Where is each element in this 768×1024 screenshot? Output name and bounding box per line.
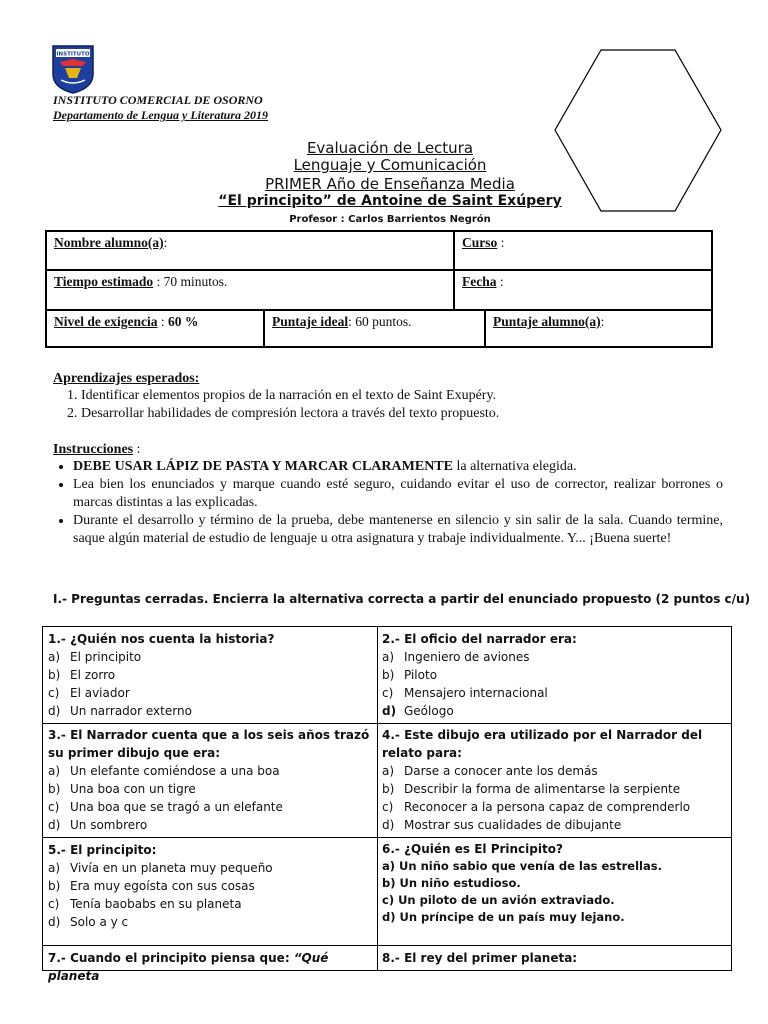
- option-b[interactable]: [48, 666, 372, 684]
- title-line-1: Evaluación de Lectura: [306, 139, 474, 157]
- puntaje-ideal-value: 60 puntos.: [355, 314, 412, 329]
- question-6: [377, 839, 733, 928]
- puntaje-alumno-label: Puntaje alumno(a): [493, 314, 601, 329]
- option-key: c): [382, 800, 394, 814]
- option-key: b): [48, 879, 61, 893]
- option-text: Un niño sabio que venía de las estrellas.: [399, 859, 662, 873]
- tiempo-value: 70 minutos.: [163, 274, 228, 289]
- question-2: [377, 628, 733, 722]
- logo-text: INSTITUTO: [56, 51, 90, 58]
- info-row-1: [47, 232, 711, 271]
- option-b[interactable]: [382, 875, 728, 892]
- option-text: Un sombrero: [70, 818, 148, 832]
- grid-divider: [43, 945, 731, 946]
- tiempo-label: Tiempo estimado: [54, 274, 154, 289]
- info-row-2: [47, 271, 711, 311]
- option-c[interactable]: [48, 684, 372, 702]
- option-text: Describir la forma de alimentarse la serpiente: [404, 782, 681, 796]
- option-a[interactable]: [48, 648, 372, 666]
- option-text: Una boa con un tigre: [70, 782, 196, 796]
- option-key: c): [48, 800, 60, 814]
- option-c[interactable]: [382, 892, 728, 909]
- option-d[interactable]: [48, 913, 372, 931]
- curso-label: Curso: [462, 235, 498, 250]
- curso-cell[interactable]: [453, 232, 711, 269]
- option-key: d): [48, 818, 61, 832]
- option-key: d): [382, 818, 395, 832]
- option-a[interactable]: [48, 859, 372, 877]
- question-text: 3.- El Narrador cuenta que a los seis años trazó su primer dibujo que era:: [48, 728, 370, 760]
- option-d[interactable]: [382, 702, 728, 720]
- title-line-2: Lenguaje y Comunicación: [293, 156, 487, 174]
- option-text: Piloto: [404, 668, 438, 682]
- instrucciones-title: Instrucciones: [53, 442, 134, 457]
- question-4: [377, 724, 733, 836]
- option-text: Darse a conocer ante los demás: [404, 764, 598, 778]
- option-c[interactable]: [382, 798, 728, 816]
- option-c[interactable]: [48, 798, 372, 816]
- option-key: c): [382, 893, 395, 907]
- option-text: Reconocer a la persona capaz de comprenderlo: [404, 800, 691, 814]
- option-key: b): [382, 876, 396, 890]
- question-text: 6.- ¿Quién es El Principito?: [382, 842, 563, 856]
- option-key: d): [382, 704, 397, 718]
- option-text: Un narrador externo: [70, 704, 192, 718]
- option-key: a): [382, 859, 396, 873]
- department-name: Departamento de Lengua y Literatura 2019: [53, 108, 268, 122]
- option-key: c): [382, 686, 394, 700]
- option-key: c): [48, 686, 60, 700]
- nivel-label: Nivel de exigencia: [54, 314, 158, 329]
- question-text: 4.- Este dibujo era utilizado por el Narrador del relato para:: [382, 728, 703, 760]
- option-text: Tenía baobabs en su planeta: [70, 897, 242, 911]
- instrucciones-list: [53, 458, 723, 548]
- list-item: 2. Desarrollar habilidades de compresión lectora a través del texto propuesto.: [81, 405, 499, 423]
- question-1: [43, 628, 377, 722]
- option-text: Un elefante comiéndose a una boa: [70, 764, 280, 778]
- colon: :: [496, 274, 504, 289]
- question-text: 1.- ¿Quién nos cuenta la historia?: [48, 632, 275, 646]
- option-b[interactable]: [382, 666, 728, 684]
- question-7: [43, 947, 377, 987]
- option-text: Mostrar sus cualidades de dibujante: [404, 818, 622, 832]
- section-1-title: I.- Preguntas cerradas. Encierra la alternativa correcta a partir del enunciado propuesto (2 puntos c/u): [53, 592, 751, 606]
- instr-rest: la alternativa elegida.: [452, 459, 577, 474]
- option-d[interactable]: [382, 816, 728, 834]
- grid-divider: [43, 837, 731, 838]
- colon: :: [497, 235, 505, 250]
- question-text: 8.- El rey del primer planeta:: [382, 951, 578, 965]
- fecha-label: Fecha: [462, 274, 497, 289]
- instr-bold: DEBE USAR LÁPIZ DE PASTA Y MARCAR CLARAMENTE: [73, 459, 453, 474]
- option-key: d): [48, 704, 61, 718]
- student-info-table: [45, 230, 713, 348]
- title-line-3: PRIMER Año de Enseñanza Media: [265, 175, 515, 193]
- school-logo: [51, 44, 95, 94]
- list-item: • Lea bien los enunciados y marque cuando esté seguro, cuidando evitar el uso de corrector, realizar borrones o marcas distintas a las explicadas.: [73, 476, 723, 512]
- question-5: [43, 839, 377, 933]
- option-text: Mensajero internacional: [404, 686, 548, 700]
- option-text: Era muy egoísta con sus cosas: [70, 879, 255, 893]
- title-line-4: “El principito” de Antoine de Saint Exúpery: [218, 193, 562, 209]
- nombre-label: Nombre alumno(a): [54, 235, 164, 250]
- option-text: Un piloto de un avión extraviado.: [398, 893, 615, 907]
- colon: :: [163, 235, 168, 250]
- option-a[interactable]: [382, 648, 728, 666]
- questions-grid: [42, 626, 732, 983]
- option-d[interactable]: [48, 702, 372, 720]
- option-key: a): [382, 764, 395, 778]
- option-text: El zorro: [70, 668, 116, 682]
- option-a[interactable]: [48, 762, 372, 780]
- option-text: Un niño estudioso.: [399, 876, 521, 890]
- question-text: 5.- El principito:: [48, 843, 157, 857]
- colon: :: [133, 442, 141, 457]
- option-text: Solo a y c: [70, 915, 129, 929]
- colon: :: [153, 274, 164, 289]
- option-key: a): [48, 861, 61, 875]
- option-b[interactable]: [382, 780, 728, 798]
- institute-name: INSTITUTO COMERCIAL DE OSORNO: [53, 93, 263, 107]
- question-text: 2.- El oficio del narrador era:: [382, 632, 577, 646]
- option-a[interactable]: [382, 762, 728, 780]
- aprendizajes-title: Aprendizajes esperados:: [53, 371, 200, 386]
- aprendizajes-section: [53, 371, 499, 423]
- option-c[interactable]: [382, 684, 728, 702]
- option-key: b): [48, 782, 61, 796]
- colon: :: [348, 314, 356, 329]
- question-3: [43, 724, 377, 836]
- option-d[interactable]: [382, 909, 728, 926]
- option-key: a): [48, 764, 61, 778]
- option-key: d): [382, 910, 396, 924]
- list-item: • Durante el desarrollo y término de la prueba, debe mantenerse en silencio y sin salir de la sala. Cuando termine, saque algún material de estudio de lenguaje u otra asignatura y trabaje individualmente. Y... ¡Buena suerte!: [73, 512, 723, 548]
- nivel-cell: [47, 311, 263, 346]
- option-text: El principito: [70, 650, 142, 664]
- option-key: a): [48, 650, 61, 664]
- aprendizajes-list: [53, 387, 499, 423]
- option-key: b): [382, 668, 395, 682]
- question-8: [377, 947, 733, 969]
- option-text: Vivía en un planeta muy pequeño: [70, 861, 273, 875]
- option-text: Geólogo: [404, 704, 454, 718]
- fecha-cell[interactable]: [453, 271, 711, 309]
- option-text: El aviador: [70, 686, 130, 700]
- option-text: Un príncipe de un país muy lejano.: [399, 910, 625, 924]
- puntaje-ideal-cell: [263, 311, 484, 346]
- option-d[interactable]: [48, 816, 372, 834]
- puntaje-ideal-label: Puntaje ideal: [272, 314, 349, 329]
- list-item: 1. Identificar elementos propios de la narración en el texto de Saint Exupéry.: [81, 387, 499, 405]
- option-b[interactable]: [48, 780, 372, 798]
- option-b[interactable]: [48, 877, 372, 895]
- option-key: c): [48, 897, 60, 911]
- option-text: Ingeniero de aviones: [404, 650, 530, 664]
- tiempo-cell: [47, 271, 453, 309]
- option-key: b): [48, 668, 61, 682]
- nivel-value: 60 %: [168, 314, 199, 329]
- professor-name: Profesor : Carlos Barrientos Negrón: [289, 214, 491, 225]
- option-c[interactable]: [48, 895, 372, 913]
- colon: :: [600, 314, 605, 329]
- option-key: a): [382, 650, 395, 664]
- colon: :: [157, 314, 168, 329]
- puntaje-alumno-cell[interactable]: [484, 311, 711, 346]
- instrucciones-section: [53, 442, 723, 548]
- option-key: b): [382, 782, 395, 796]
- option-a[interactable]: [382, 858, 728, 875]
- nombre-cell[interactable]: [47, 232, 453, 269]
- question-text: 7.- Cuando el principito piensa que:: [48, 951, 294, 965]
- info-row-3: [47, 311, 711, 346]
- option-text: Una boa que se tragó a un elefante: [70, 800, 283, 814]
- list-item: [73, 458, 723, 476]
- option-key: d): [48, 915, 61, 929]
- question-quote: “Qué planeta: [48, 951, 329, 983]
